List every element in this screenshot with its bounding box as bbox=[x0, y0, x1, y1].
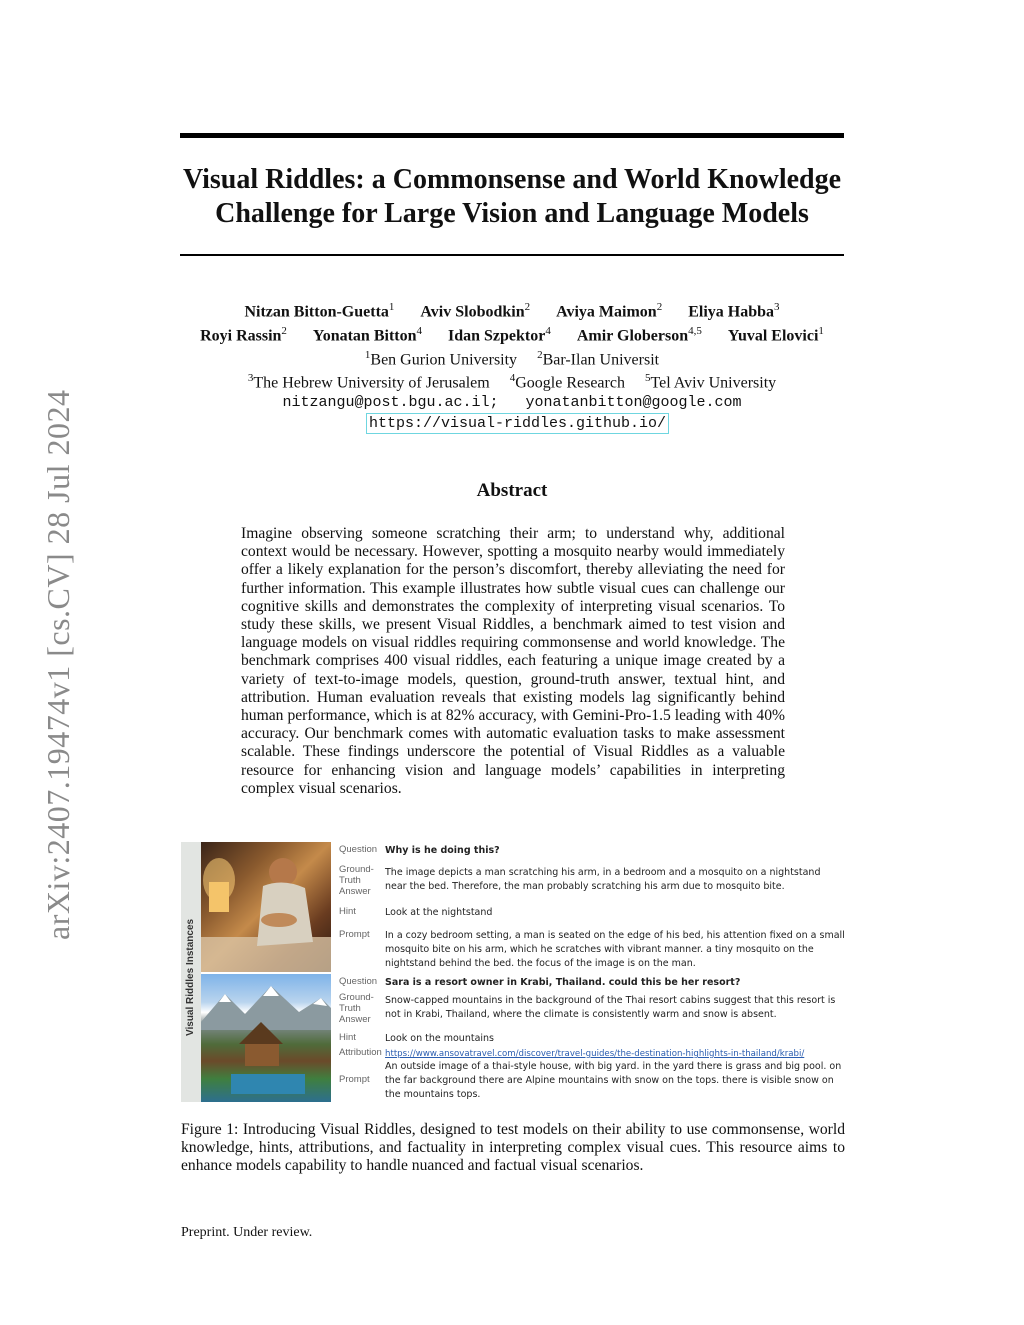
instance-2-attribution-link[interactable]: https://www.ansovatravel.com/discover/travel-guides/the-destination-highlights-in-thailand/krabi/ bbox=[385, 1049, 805, 1059]
riddle-image-resort bbox=[201, 974, 331, 1102]
label-hint: Hint bbox=[339, 906, 356, 917]
instance-1-answer: The image depicts a man scratching his arm, in a bedroom and a mosquito on a nightstand near the bed. Therefore, the man probably scratching his arm due to mosquito bite. bbox=[385, 867, 821, 892]
arxiv-identifier: arXiv:2407.19474v1 [cs.CV] 28 Jul 2024 bbox=[40, 389, 76, 940]
affiliation: Ben Gurion University bbox=[370, 350, 518, 368]
label-ground-truth: Ground- Truth Answer bbox=[339, 864, 374, 897]
affil-sup: 4 bbox=[509, 372, 516, 385]
label-hint: Hint bbox=[339, 1032, 356, 1043]
paper-title bbox=[170, 163, 854, 231]
author-sup: 4 bbox=[545, 324, 551, 337]
author-name: Yonatan Bitton bbox=[312, 327, 417, 345]
affil-sup: 1 bbox=[364, 348, 371, 361]
author-row-1 bbox=[150, 298, 874, 322]
label-prompt: Prompt bbox=[339, 929, 370, 940]
author-sup: 4,5 bbox=[688, 324, 702, 337]
author-sup: 2 bbox=[656, 301, 663, 313]
figure-side-label: Visual Riddles Instances bbox=[185, 918, 196, 1036]
affil-sup: 2 bbox=[537, 348, 543, 361]
author-name: Idan Szpektor bbox=[448, 327, 546, 345]
author-emails: nitzangu@post.bgu.ac.il; yonatanbitton@google.com bbox=[282, 394, 742, 412]
abstract-body: Imagine observing someone scratching their arm; to understand why, additional context would be necessary. However, spotting a mosquito nearby would immediately offer a likely explanation for the person’s discomfort, thereby alleviating the need for further information. This example illustrates how subtle visual cues can challenge our cognitive skills and demonstrates the complexity of interpreting visual scenarios. To study these skills, we present Visual Riddles, a benchmark aimed to test vision and language models on visual riddles requiring commonsense and world knowledge. The benchmark comprises 400 visual riddles, each featuring a unique image created by a variety of text-to-image models, question, ground-truth answer, textual hint, and attribution. Human evaluation reveals that existing models lag significantly behind human performance, which is at 82% accuracy, with Gemini-Pro-1.5 leading with 40% accuracy. Our benchmark comes with automatic evaluation tasks to make assessment scalable. These findings underscore the potential of Visual Riddles as a valuable resource for enhancing vision and language models’ capabilities in interpreting complex visual scenarios. bbox=[241, 525, 785, 797]
abstract-heading: Abstract bbox=[476, 480, 548, 501]
affiliation: Tel Aviv University bbox=[650, 374, 777, 392]
author-name: Amir Globerson bbox=[576, 327, 689, 345]
affiliation: Google Research bbox=[515, 374, 625, 392]
instance-1-hint: Look at the nightstand bbox=[385, 907, 493, 918]
instance-2-answer: Snow-capped mountains in the background of the Thai resort cabins suggest that this resort is not in Krabi, Thailand, where the climate is consistently warm and snow is absent. bbox=[385, 995, 836, 1020]
label-prompt: Prompt bbox=[339, 1074, 370, 1085]
affiliation-row-1 bbox=[150, 346, 874, 370]
author-name: Aviv Slobodkin bbox=[420, 303, 525, 321]
figure-side-band bbox=[181, 842, 201, 1102]
author-name: Yuval Elovici bbox=[727, 327, 819, 345]
title-bottom-rule bbox=[180, 254, 844, 256]
preprint-footer: Preprint. Under review. bbox=[181, 1225, 313, 1240]
resort-illustration bbox=[201, 974, 331, 1102]
affil-sup: 5 bbox=[644, 372, 651, 385]
instance-2-hint: Look on the mountains bbox=[385, 1033, 494, 1044]
author-sup: 2 bbox=[524, 301, 531, 313]
instance-1-question: Why is he doing this? bbox=[385, 845, 500, 856]
label-question: Question bbox=[339, 844, 378, 855]
instance-2-prompt: An outside image of a thai-style house, with big yard. in the yard there is grass and big pool. on the far background there are Alpine mountains with snow on the tops. there is visible snow on the mountains tops. bbox=[385, 1061, 842, 1100]
title-line-2: Challenge for Large Vision and Language Models bbox=[215, 198, 809, 229]
project-url-link[interactable]: https://visual-riddles.github.io/ bbox=[366, 413, 669, 434]
title-top-rule bbox=[180, 133, 844, 138]
author-name: Nitzan Bitton-Guetta bbox=[244, 303, 389, 321]
author-row-2 bbox=[150, 322, 874, 346]
author-sup: 2 bbox=[281, 324, 287, 337]
label-ground-truth: Ground- Truth Answer bbox=[339, 992, 374, 1025]
author-name: Aviya Maimon bbox=[556, 303, 657, 321]
bedroom-illustration bbox=[201, 842, 331, 972]
affiliation-row-2 bbox=[150, 369, 874, 393]
label-question: Question bbox=[339, 976, 378, 987]
instance-2-question: Sara is a resort owner in Krabi, Thailand. could this be her resort? bbox=[385, 977, 741, 988]
author-sup: 1 bbox=[818, 324, 824, 337]
figure-1 bbox=[181, 842, 845, 1102]
author-sup: 3 bbox=[774, 301, 780, 313]
figure-1-caption: Figure 1: Introducing Visual Riddles, designed to test models on their ability to use commonsense, world knowledge, hints, attributions, and factuality in interpreting complex visual cues. This resource aims to enhance models capability to handle nuanced and factual visual scenarios. bbox=[181, 1121, 845, 1175]
riddle-image-bedroom bbox=[201, 842, 331, 972]
label-attribution: Attribution bbox=[339, 1047, 382, 1058]
author-name: Eliya Habba bbox=[688, 303, 775, 321]
affiliation: Bar-Ilan Universit bbox=[542, 350, 660, 368]
author-name: Royi Rassin bbox=[200, 327, 282, 345]
affil-sup: 3 bbox=[247, 372, 254, 385]
title-line-1: Visual Riddles: a Commonsense and World Knowledge bbox=[182, 164, 842, 195]
author-block bbox=[150, 298, 874, 413]
instance-1-prompt: In a cozy bedroom setting, a man is seated on the edge of his bed, his attention fixed on a small mosquito bite on his arm, which he scratches with vibrant manner. a tiny mosquito on the nightstand behind the bed. the focus of the image is on the man. bbox=[385, 930, 845, 969]
author-sup: 4 bbox=[416, 324, 422, 337]
author-sup: 1 bbox=[388, 301, 395, 313]
affiliation: The Hebrew University of Jerusalem bbox=[253, 374, 490, 392]
